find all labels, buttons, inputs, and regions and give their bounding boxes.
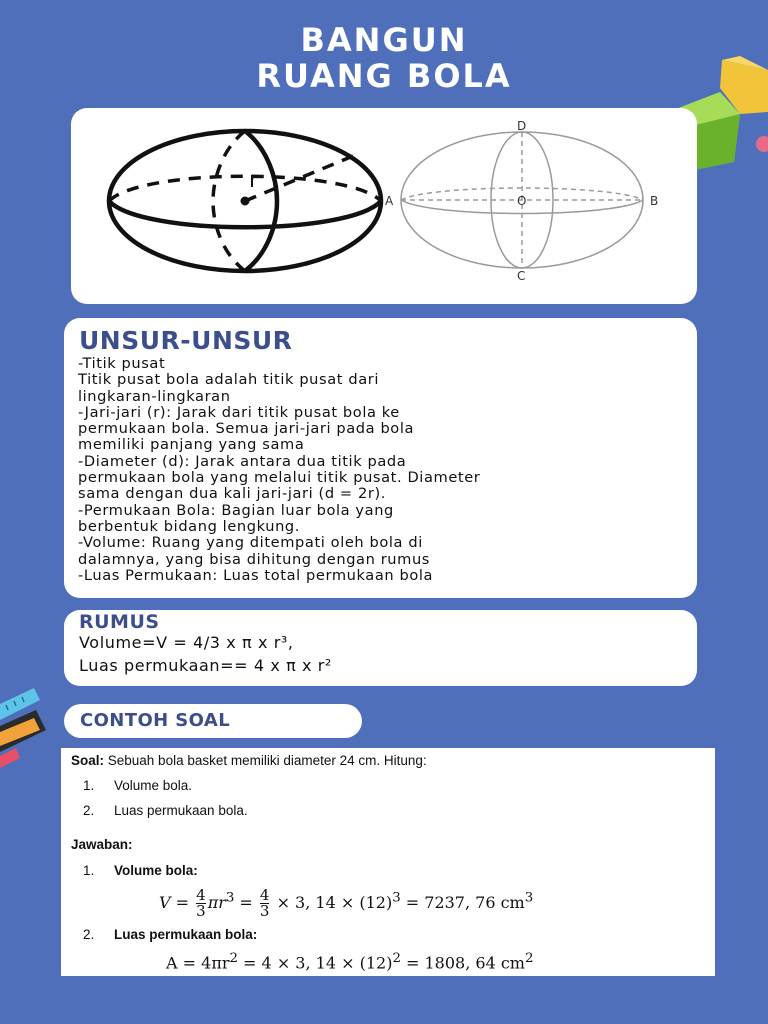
rumus-card (64, 610, 697, 686)
unsur-unsur-card (64, 318, 697, 598)
unsur-line: permukaan bola. Semua jari-jari pada bola (78, 420, 415, 438)
sphere-diagram-card (71, 108, 697, 304)
unsur-line: -Permukaan Bola: Bagian luar bola yang (78, 501, 394, 519)
unsur-line: dalamnya, yang bisa dihitung dengan rumus (78, 550, 431, 568)
unsur-line: permukaan bola yang melalui titik pusat. Diameter (78, 469, 481, 487)
soal-statement (71, 753, 427, 768)
unsur-line: -Diameter (d): Jarak antara dua titik pada (78, 452, 407, 470)
answer-number: 2. (83, 927, 95, 942)
soal-item-text: Volume bola. (114, 778, 193, 793)
point-c-label: C (517, 269, 526, 283)
sphere-diagrams (71, 108, 697, 304)
fraction: $\frac{4}{3}$ (196, 886, 206, 920)
volume-formula: Volume=V = 4/3 x π x r³, (79, 633, 294, 652)
luas-equation: $A = 4\pi r^2 = 4 \times 3$, $14 \times (12)^2 = 1808$, 64 $cm^2$ (166, 951, 534, 973)
soal-item-number: 1. (83, 778, 95, 793)
soal-item (83, 803, 248, 818)
unsur-line: Titik pusat bola adalah titik pusat dari (78, 371, 379, 389)
soal-item (83, 778, 192, 793)
unsur-line: -Jari-jari (r): Jarak dari titik pusat bola ke (78, 403, 400, 421)
answer-item (83, 927, 257, 942)
point-d-label: D (517, 119, 527, 133)
unsur-line: -Luas Permukaan: Luas total permukaan bola (78, 566, 434, 584)
rumus-heading: RUMUS (79, 611, 160, 633)
ruler-decoration-icon (0, 686, 48, 772)
volume-equation: V = $\frac{4}{3}$ $\pi r^3$ = $\frac{4}{3}$ × 3, $14 \times (12)^3 = 7237$, 76 $cm^3$ (159, 886, 534, 920)
soal-card (61, 748, 715, 976)
unsur-line: berbentuk bidang lengkung. (78, 517, 301, 535)
title-line-1: BANGUN (300, 21, 468, 59)
answer-item (83, 863, 198, 878)
unsur-line: -Volume: Ruang yang ditempati oleh bola di (78, 534, 423, 552)
point-b-label: B (650, 194, 659, 208)
point-o-label: O (517, 194, 527, 208)
fraction: $\frac{4}{3}$ (259, 886, 270, 920)
answer-number: 1. (83, 863, 95, 878)
unsur-body (78, 356, 690, 584)
unsur-heading: UNSUR-UNSUR (79, 326, 293, 355)
contoh-soal-pill (64, 704, 362, 738)
answer-label: Luas permukaan bola: (114, 927, 258, 942)
radius-label: r (249, 168, 259, 193)
rumus-body (79, 631, 332, 677)
soal-item-text: Luas permukaan bola. (114, 803, 248, 818)
luas-formula: Luas permukaan== 4 x π x r² (79, 656, 332, 675)
unsur-line: -Titik pusat (78, 355, 166, 372)
soal-label: Soal: (71, 753, 105, 768)
soal-text: Sebuah bola basket memiliki diameter 24 cm. Hitung: (104, 753, 427, 768)
answer-label: Volume bola: (114, 863, 198, 878)
page-title (0, 22, 768, 94)
contoh-soal-heading: CONTOH SOAL (80, 710, 231, 731)
point-a-label: A (385, 194, 394, 208)
jawaban-label: Jawaban: (71, 837, 133, 852)
sphere-left-drawing (109, 131, 381, 271)
unsur-line: sama dengan dua kali jari-jari (d = 2r). (78, 485, 387, 503)
title-line-2: RUANG BOLA (256, 57, 512, 95)
unsur-line: lingkaran-lingkaran (78, 387, 231, 405)
unsur-line: memiliki panjang yang sama (78, 436, 305, 454)
soal-item-number: 2. (83, 803, 95, 818)
